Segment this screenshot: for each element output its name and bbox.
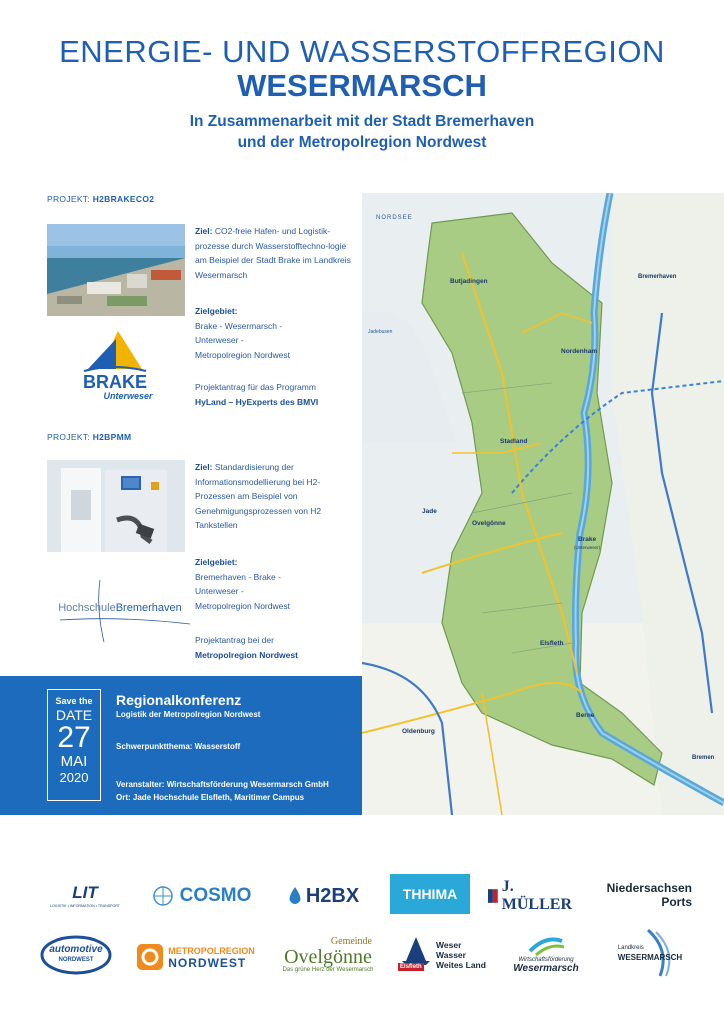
nports-line-2: Ports [661,895,692,909]
map-place-label: Elsfleth [540,640,564,647]
globe-icon [149,885,177,907]
elsfleth-line-3: Weites Land [436,960,486,970]
project-2-label: PROJEKT: H2BPMM [47,432,132,442]
automotive-line-2: NORDWEST [58,957,94,963]
title-line-1: ENERGIE- UND WASSERSTOFFREGION [59,34,665,69]
landkreis-wesermarsch-logo [608,928,692,978]
map-place-label: Bremen [692,755,715,761]
lk-line-2: WESERMARSCH [617,953,683,962]
elsfleth-line-1: Weser [436,940,462,950]
ovel-main: Ovelgönne [284,945,372,968]
map-brake-sublabel: (Unterweser) [574,545,601,550]
save-label: Save the [55,696,93,706]
region-map [362,193,724,815]
metro-line-2: NORDWEST [168,956,247,970]
lk-line-1: Landkreis [617,945,644,951]
ovel-top: Gemeinde [330,935,372,947]
brake-logo-sub: Unterweser [103,391,153,401]
project-1-label: PROJEKT: H2BRAKECO2 [47,194,155,204]
map-place-label: Stadland [500,438,528,445]
subtitle-line-1: In Zusammenarbeit mit der Stadt Bremerhaven [189,113,535,130]
project-1-program: Projektantrag für das Programm HyLand – HyExperts des BMVI [195,382,319,407]
save-the-date-box [47,689,101,801]
bremerhaven-word: Bremerhaven [115,602,182,614]
hochschule-word: Hochschule [58,602,116,614]
lit-logo-sub: LOGISTIK • INFORMATION • TRANSPORT [50,904,121,908]
header [0,0,724,180]
project-2-goal: Ziel: Standardisierung der Informationsmodellierung bei H2-Prozessen am Beispiel von Genehmigungsprozessen von H2 Tankstellen [195,462,322,530]
hydrogen-station-photo [47,460,185,552]
wf-line-1: Wirtschaftsförderung [518,956,574,963]
cosmo-logo-word: COSMO [179,885,252,906]
map-place-label: Brake [578,536,597,543]
title-line-2: WESERMARSCH [237,68,487,103]
wirtschaftsfoerderung-logo [504,932,588,976]
elsfleth-badge: Elsfleth [400,964,422,970]
metro-line-1: METROPOLREGION [168,946,255,956]
h2bx-logo [280,880,366,912]
event-year: 2020 [59,770,89,785]
elsfleth-line-2: Wasser [436,950,466,960]
lit-logo-word: LIT [72,883,98,902]
brake-logo-word: BRAKE [82,372,147,392]
droplet-icon [287,886,303,906]
ship-icon [398,935,432,965]
map-place-label: Jade [422,508,437,515]
brake-sail-icon [80,329,150,373]
automotive-nordwest-logo [40,935,112,975]
project-2-program: Projektantrag bei der Metropolregion Nordwest [195,635,298,660]
project-1-goal: Ziel: CO2-freie Hafen- und Logistik-prozesse durch Wasserstofftechno-logie am Beispiel der Stadt Brake im Landkreis Wesermarsch [195,226,351,280]
map-place-label: Berne [576,712,595,719]
wf-line-2: Wesermarsch [513,962,579,974]
j-mueller-logo-word: J. MÜLLER [501,878,572,913]
conference-heading [116,692,260,719]
niedersachsen-ports-logo [598,878,692,912]
conference-details [116,778,329,804]
nports-line-1: Niedersachsen [606,881,692,895]
map-jadebusen-label: Jadebusen [368,329,393,335]
map-place-label: Oldenburg [402,728,435,735]
map-place-label: Butjadingen [450,278,488,285]
elsfleth-logo [396,934,488,976]
harbor-photo [47,224,185,316]
metropolregion-icon [137,944,163,970]
cosmo-logo [138,880,262,912]
ovelgoenne-logo [274,930,382,978]
project-2-target: Zielgebiet: Bremerhaven - Brake - Unterweser - Metropolregion Nordwest [195,557,290,611]
conference-subtitle: Logistik der Metropolregion Nordwest [116,710,261,719]
thhima-logo [390,874,470,914]
automotive-line-1: automotive [49,944,103,955]
project-1-target: Zielgebiet: Brake - Wesermarsch - Unterweser - Metropolregion Nordwest [195,306,290,360]
conference-topic: Schwerpunktthema: Wasserstoff [116,742,241,751]
thhima-logo-word: THHIMA [402,886,458,902]
map-place-label: Nordenham [561,348,598,355]
h2bx-logo-word: H2BX [305,884,360,907]
hochschule-bremerhaven-logo [40,572,200,644]
flag-icon [488,889,498,903]
conference-organizer: Veranstalter: Wirtschaftsförderung Wesermarsch GmbH [116,780,329,789]
subtitle [0,111,724,153]
lit-logo [50,880,121,912]
metropolregion-nordwest-logo [134,940,258,974]
wave-icon [526,935,566,957]
subtitle-line-2: und der Metropolregion Nordwest [237,134,487,151]
j-mueller-logo [488,878,586,913]
brake-logo [70,326,160,404]
date-word: DATE [55,707,93,723]
ovel-sub: Das grüne Herz der Wesermarsch [282,966,374,973]
event-day: 27 [57,721,91,754]
conference-location: Ort: Jade Hochschule Elsfleth, Maritimer Campus [116,793,305,802]
event-month: MAI [60,753,88,770]
map-place-label: Ovelgönne [472,520,506,527]
conference-title: Regionalkonferenz [116,692,242,708]
map-place-label: Bremerhaven [638,274,677,280]
map-sea-label: NORDSEE [376,215,413,221]
